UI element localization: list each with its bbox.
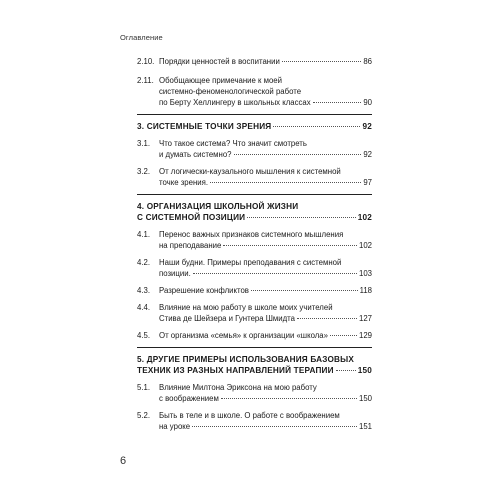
- toc-entry-5-1: [137, 382, 372, 404]
- dot-leader: [313, 102, 362, 103]
- entry-page: 129: [358, 331, 372, 340]
- dot-leader: [273, 126, 360, 127]
- entry-number: 5.1.: [137, 383, 151, 392]
- dot-leader: [330, 335, 357, 336]
- dot-leader: [247, 217, 356, 218]
- entry-page: 127: [358, 314, 372, 323]
- entry-title-line: Быть в теле и в школе. О работе с воображением: [159, 411, 340, 420]
- dot-leader: [193, 273, 357, 274]
- entry-title-line: От логически-каузального мышления к системной: [159, 167, 341, 176]
- chapter-title-line: С СИСТЕМНОЙ ПОЗИЦИИ: [137, 213, 246, 222]
- entry-number: 4.5.: [137, 331, 151, 340]
- toc-chapter-3: [137, 121, 372, 132]
- entry-page: 90: [363, 98, 372, 107]
- section-divider: [137, 347, 372, 348]
- toc-chapter-5: [137, 354, 372, 376]
- chapter-title-line: 5. ДРУГИЕ ПРИМЕРЫ ИСПОЛЬЗОВАНИЯ БАЗОВЫХ: [137, 355, 355, 364]
- entry-number: 5.2.: [137, 411, 151, 420]
- chapter-page: 102: [357, 213, 372, 222]
- entry-page: 97: [363, 178, 372, 187]
- entry-title-line: Что такое система? Что значит смотреть: [159, 139, 307, 148]
- entry-title-line: позиции.: [159, 269, 191, 278]
- section-divider: [137, 194, 372, 195]
- entry-title-line: точке зрения.: [159, 178, 209, 187]
- entry-title-line: Наши будни. Примеры преподавания с системной: [159, 258, 342, 267]
- table-of-contents: [137, 52, 372, 432]
- chapter-page: 150: [357, 366, 372, 375]
- page-number: 6: [120, 455, 127, 467]
- entry-title: Разрешение конфликтов: [159, 286, 249, 295]
- dot-leader: [251, 290, 358, 291]
- entry-number: 2.11.: [137, 76, 154, 85]
- running-head: Оглавление: [120, 33, 163, 42]
- chapter-title: 3. СИСТЕМНЫЕ ТОЧКИ ЗРЕНИЯ: [137, 122, 272, 131]
- entry-page: 151: [358, 422, 372, 431]
- dot-leader: [297, 318, 357, 319]
- entry-page: 86: [363, 57, 372, 66]
- entry-title-line: на уроке: [159, 422, 191, 431]
- toc-entry-4-5: [137, 330, 372, 341]
- entry-title-line: по Берту Хеллингеру в школьных классах: [159, 98, 311, 107]
- chapter-title-line: ТЕХНИК ИЗ РАЗНЫХ НАПРАВЛЕНИЙ ТЕРАПИИ: [137, 366, 334, 375]
- toc-entry-3-1: [137, 138, 372, 160]
- entry-number: 4.2.: [137, 258, 151, 267]
- entry-number: 4.1.: [137, 230, 151, 239]
- entry-number: 4.4.: [137, 303, 151, 312]
- dot-leader: [210, 182, 361, 183]
- toc-entry-2-10: [137, 56, 372, 67]
- toc-entry-4-3: [137, 285, 372, 296]
- dot-leader: [223, 245, 357, 246]
- dot-leader: [282, 61, 362, 62]
- section-divider: [137, 114, 372, 115]
- dot-leader: [192, 426, 357, 427]
- entry-title-line: Стива де Шейзера и Гунтера Шмидта: [159, 314, 295, 323]
- entry-page: 150: [358, 394, 372, 403]
- dot-leader: [234, 154, 362, 155]
- entry-title-line: с воображением: [159, 394, 219, 403]
- entry-number: 2.10.: [137, 57, 155, 66]
- toc-entry-4-4: [137, 302, 372, 324]
- entry-page: 103: [358, 269, 372, 278]
- entry-title-line: Перенос важных признаков системного мышления: [159, 230, 344, 239]
- toc-chapter-4: [137, 201, 372, 223]
- entry-page: 102: [358, 241, 372, 250]
- dot-leader: [336, 370, 356, 371]
- entry-number: 3.2.: [137, 167, 151, 176]
- entry-page: 118: [359, 286, 372, 295]
- entry-number: 4.3.: [137, 286, 151, 295]
- entry-page: 92: [363, 150, 372, 159]
- toc-entry-5-2: [137, 410, 372, 432]
- chapter-page: 92: [362, 122, 372, 131]
- entry-title-line: на преподавание: [159, 241, 222, 250]
- toc-entry-4-1: [137, 229, 372, 251]
- chapter-title-line: 4. ОРГАНИЗАЦИЯ ШКОЛЬНОЙ ЖИЗНИ: [137, 202, 299, 211]
- entry-number: 3.1.: [137, 139, 151, 148]
- entry-title-line: Влияние на мою работу в школе моих учителей: [159, 303, 333, 312]
- entry-title-line: и думать системно?: [159, 150, 232, 159]
- toc-entry-3-2: [137, 166, 372, 188]
- entry-title-line: Влияние Милтона Эриксона на мою работу: [159, 383, 317, 392]
- entry-title-line: Обобщающее примечание к моей: [159, 76, 282, 85]
- toc-entry-4-2: [137, 257, 372, 279]
- entry-title: От организма «семья» к организации «школа»: [159, 331, 328, 340]
- entry-title-line: системно-феноменологической работе: [159, 87, 302, 96]
- toc-entry-2-11: [137, 75, 372, 108]
- dot-leader: [221, 398, 357, 399]
- entry-title: Порядки ценностей в воспитании: [159, 57, 280, 66]
